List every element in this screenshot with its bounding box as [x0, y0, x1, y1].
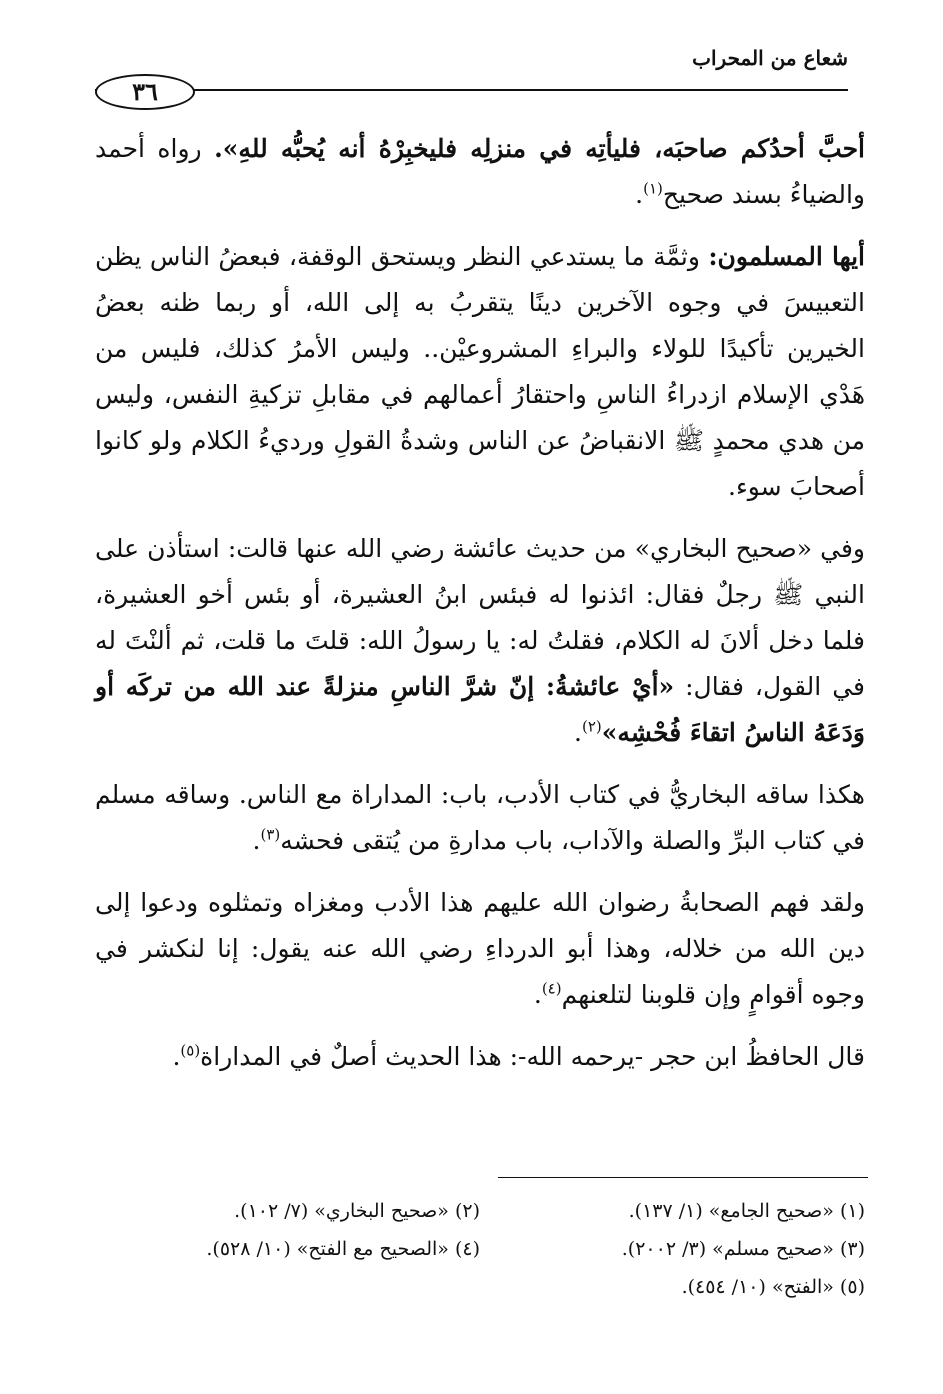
hadith-quote: «أيْ عائشةُ: إنّ شرَّ الناسِ منزلةً عند الله من تركَه أو وَدَعَهُ الناسُ اتقاءَ فُحْشِه» [95, 672, 865, 747]
page-header [95, 40, 848, 112]
footnote-3: (٣) «صحيح مسلم» (٣/ ٢٠٠٢). [621, 1238, 865, 1260]
footnote-row [95, 1268, 865, 1306]
paragraph-text: هكذا ساقه البخاريُّ في كتاب الأدب، باب: المداراة مع الناس. وساقه مسلم في كتاب البرِّ والصلة والآداب، باب مدارةِ من يُتقى فحشه [95, 780, 865, 855]
header-rule [95, 89, 848, 91]
footnote-ref: (٣) [260, 825, 281, 844]
paragraph-1 [95, 126, 865, 218]
footnote-row [95, 1192, 865, 1230]
paragraph-2 [95, 234, 865, 510]
page-number: ٣٦ [95, 74, 195, 110]
footnote-2: (٢) «صحيح البخاري» (٧/ ١٠٢). [234, 1200, 480, 1222]
footnote-empty [95, 1268, 480, 1306]
paragraph-5 [95, 880, 865, 1018]
paragraph-end: . [635, 180, 644, 209]
footnote-4: (٤) «الصحيح مع الفتح» (١٠/ ٥٢٨). [206, 1238, 480, 1260]
footnote-separator [498, 1177, 868, 1178]
footnotes [95, 1192, 865, 1306]
paragraph-end: . [172, 1042, 181, 1071]
footnote-ref: (٤) [541, 979, 562, 998]
paragraph-text: ولقد فهم الصحابةُ رضوان الله عليهم هذا الأدب ومغزاه وتمثلوه ودعوا إلى دين الله من خلاله، وهذا أبو الدرداءِ رضي الله عنه يقول: إنا لنكشر في وجوه أقوامٍ وإن قلوبنا لتلعنهم [95, 888, 865, 1009]
main-text [95, 126, 865, 1096]
footnote-ref: (٢) [581, 717, 602, 736]
footnote-ref: (٥) [180, 1041, 201, 1060]
footnote-ref: (١) [643, 179, 663, 198]
running-title: شعاع من المحراب [692, 46, 848, 70]
paragraph-3 [95, 526, 865, 756]
paragraph-text: رواه أحمد والضياءُ بسند صحيح [95, 134, 865, 209]
paragraph-text: وثمَّة ما يستدعي النظر ويستحق الوقفة، فبعضُ الناس يظن التعبيسَ في وجوه الآخرين دينًا يتقربُ به إلى الله، أو ربما ظنه بعضُ الخيرين تأكيدًا للولاء والبراءِ المشروعيْن.. وليس الأمرُ كذلك، فليس من هَدْي الإسلام ازدراءُ الناسِ واحتقارُ أعمالهم في مقابلِ تزكيةِ النفس، وليس من هدي محمدٍ ﷺ الانقباضُ عن الناس وشدةُ القولِ ورديءُ الكلام ولو كانوا أصحابَ سوء. [95, 242, 865, 501]
footnote-5: (٥) «الفتح» (١٠/ ٤٥٤). [681, 1276, 865, 1298]
footnote-1: (١) «صحيح الجامع» (١/ ١٣٧). [628, 1200, 865, 1222]
paragraph-end: . [252, 826, 261, 855]
paragraph-text: وفي «صحيح البخاري» من حديث عائشة رضي الله عنها قالت: استأذن على النبي ﷺ رجلٌ فقال: ائذنوا له فبئس ابنُ العشيرة، أو بئس أخو العشيرة، فلما دخل ألانَ له الكلام، فقلتُ له: يا رسولُ الله: قلتَ ما قلت، ثم ألنْتَ له في القول، فقال: [95, 534, 865, 701]
paragraph-text: قال الحافظُ ابن حجر -يرحمه الله-: هذا الحديث أصلٌ في المداراة [200, 1042, 865, 1071]
hadith-quote: أحبَّ أحدُكم صاحبَه، فليأتِه في منزلِه فليخبِرْهُ أنه يُحبُّه للهِ». [214, 134, 865, 163]
paragraph-6 [95, 1034, 865, 1080]
address-heading: أيها المسلمون: [708, 242, 865, 271]
paragraph-4 [95, 772, 865, 864]
paragraph-end: . [533, 980, 542, 1009]
paragraph-end: . [574, 718, 582, 747]
footnote-row [95, 1230, 865, 1268]
